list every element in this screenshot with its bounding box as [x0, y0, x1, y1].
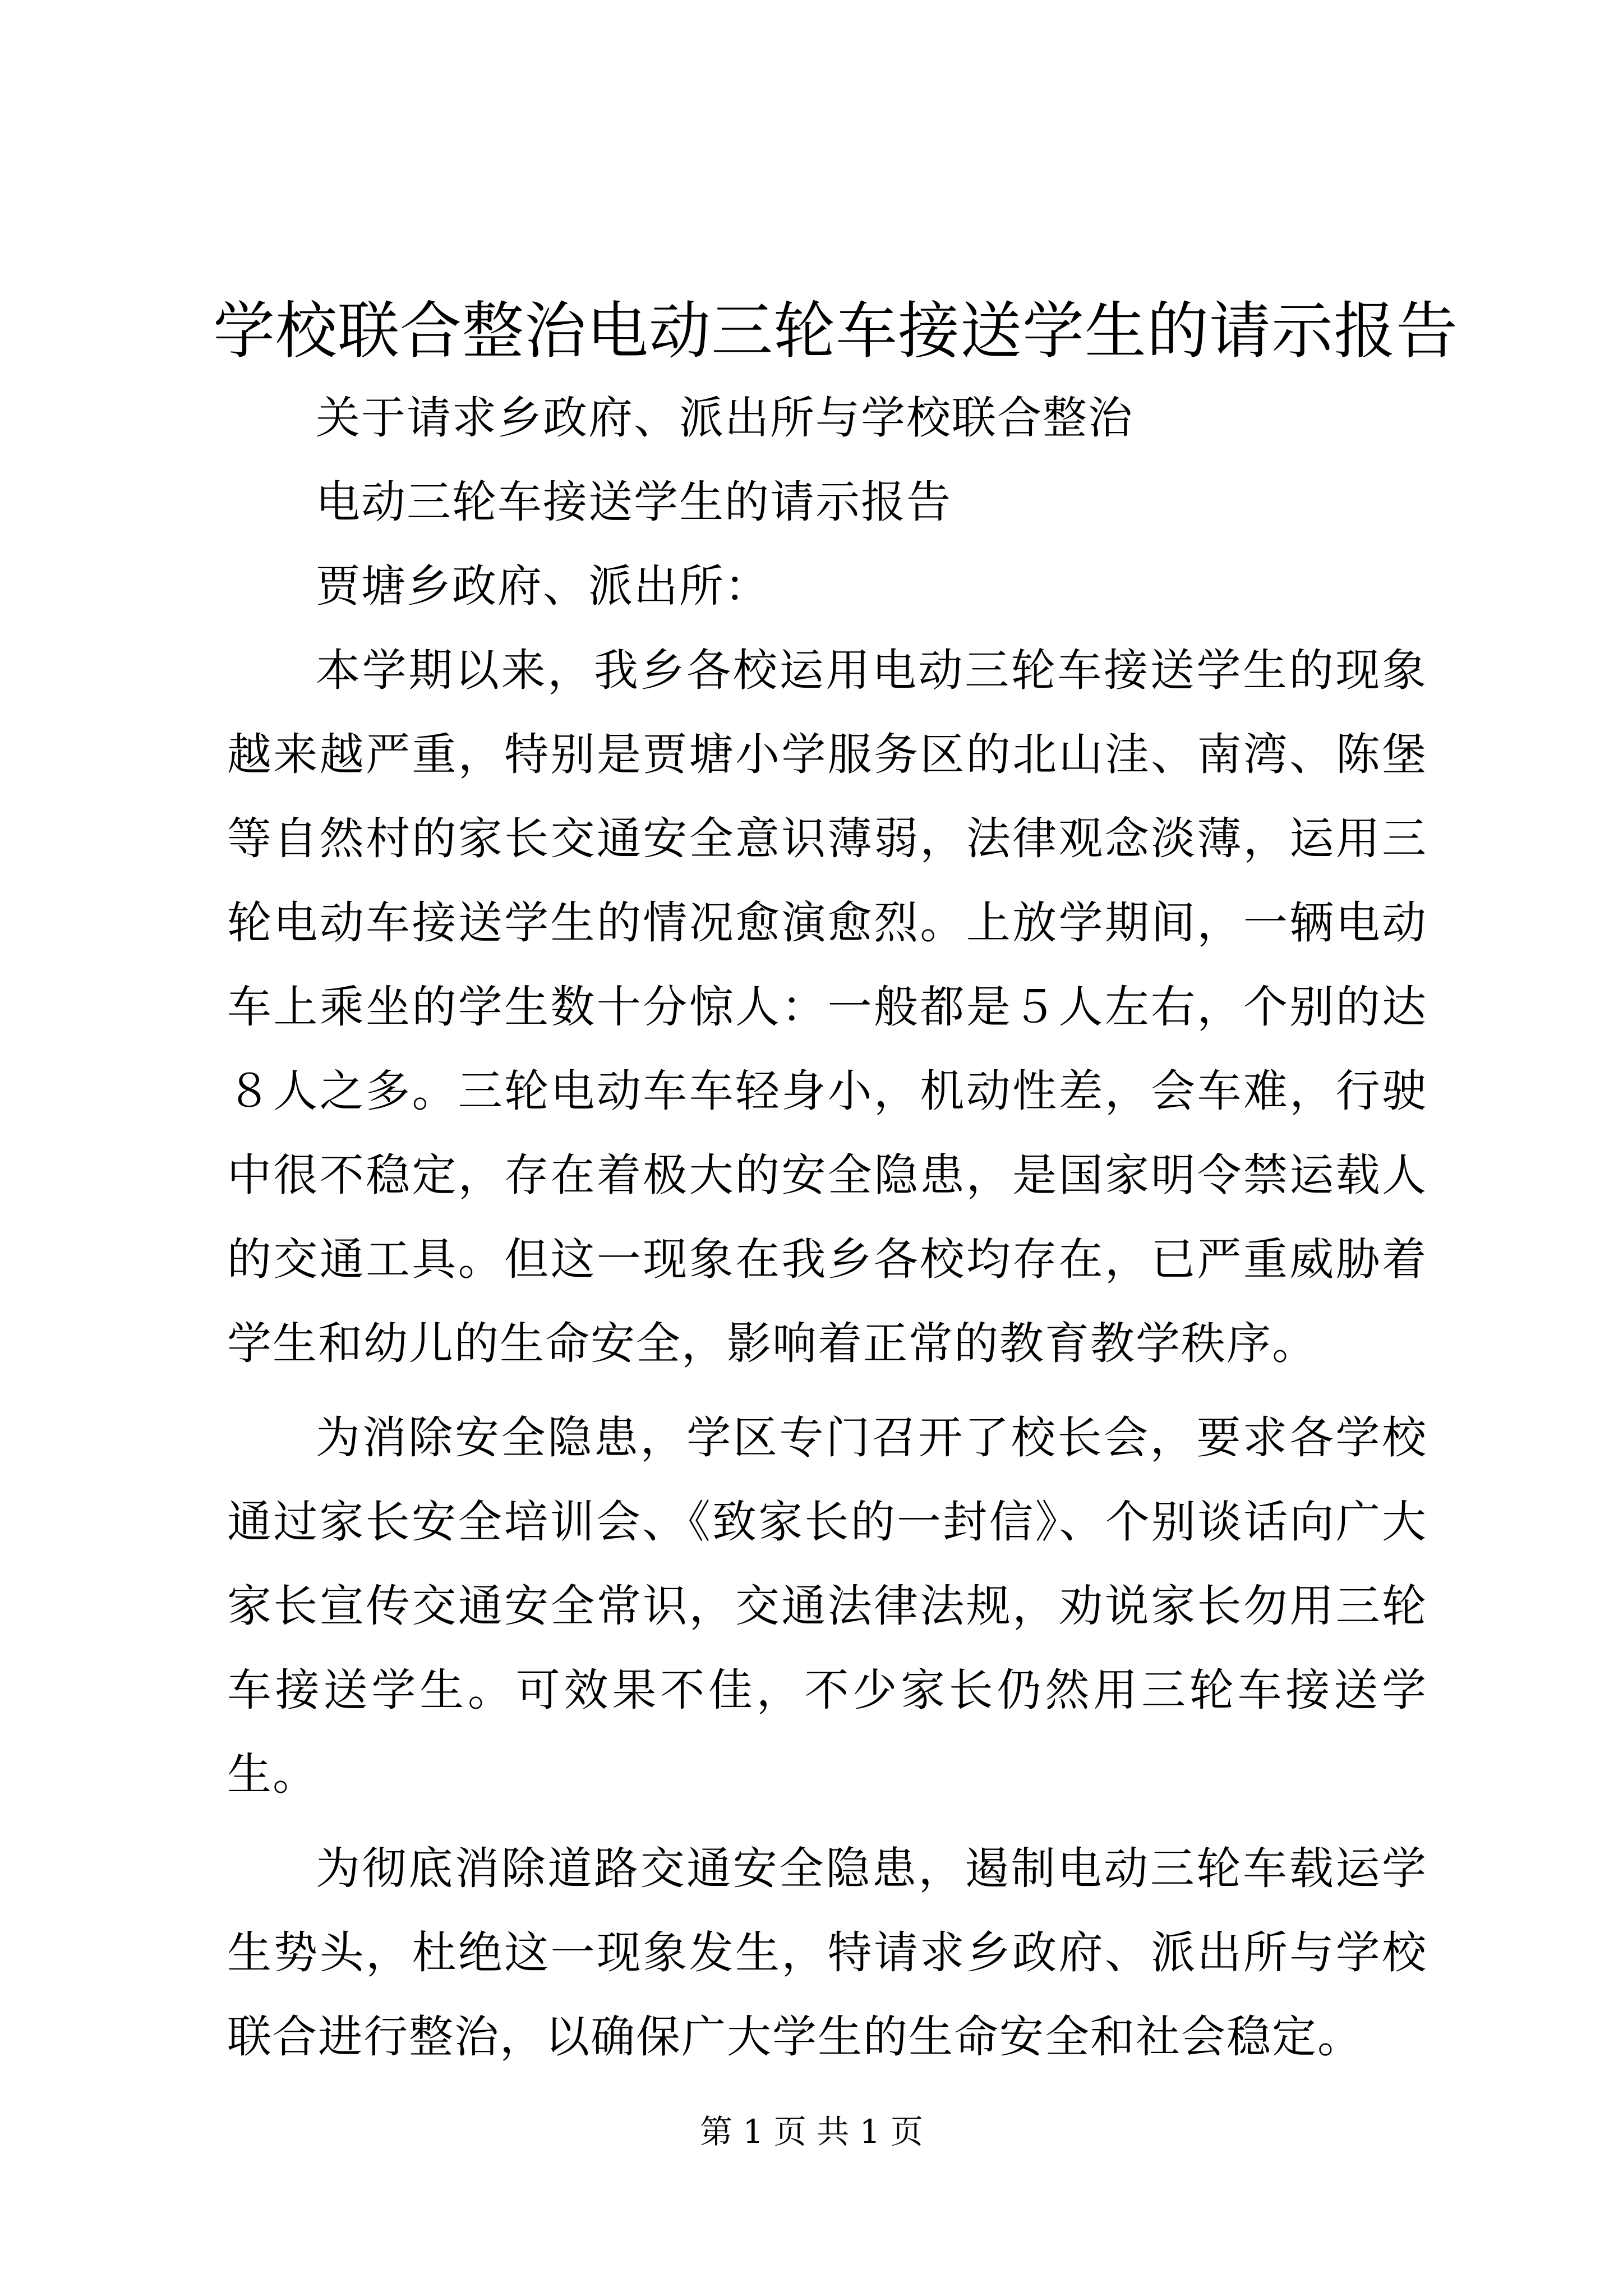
page-number: 第 1 页 共 1 页 [700, 2113, 923, 2151]
document-body [227, 376, 1427, 2079]
salutation: 贾塘乡政府、派出所： [316, 560, 770, 612]
subject-line-2: 电动三轮车接送学生的请示报告 [316, 476, 952, 528]
body-paragraph: 为彻底消除道路交通安全隐患，遏制电动三轮车载运学生势头，杜绝这一现象发生，特请求乡政府、派出所与学校联合进行整治，以确保广大学生的生命安全和社会稳定。 [227, 1843, 1427, 2063]
body-paragraph: 为消除安全隐患，学区专门召开了校长会，要求各学校通过家长安全培训会、《致家长的一封信》、个别谈话向广大家长宣传交通安全常识，交通法律法规，劝说家长勿用三轮车接送学生。可效果不佳，不少家长仍然用三轮车接送学生。 [227, 1412, 1427, 1800]
document-title: 学校联合整治电动三轮车接送学生的请示报告 [213, 295, 1458, 367]
body-paragraph: 本学期以来，我乡各校运用电动三轮车接送学生的现象越来越严重，特别是贾塘小学服务区的北山洼、南湾、陈堡等自然村的家长交通安全意识薄弱，法律观念淡薄，运用三轮电动车接送学生的情况愈演愈烈。上放学期间，一辆电动车上乘坐的学生数十分惊人：一般都是５人左右，个别的达８人之多。三轮电动车车轻身小，机动性差，会车难，行驶中很不稳定，存在着极大的安全隐患，是国家明令禁运载人的交通工具。但这一现象在我乡各校均存在，已严重威胁着学生和幼儿的生命安全，影响着正常的教育教学秩序。 [227, 645, 1427, 1369]
subject-line-1: 关于请求乡政府、派出所与学校联合整治 [316, 392, 1133, 444]
